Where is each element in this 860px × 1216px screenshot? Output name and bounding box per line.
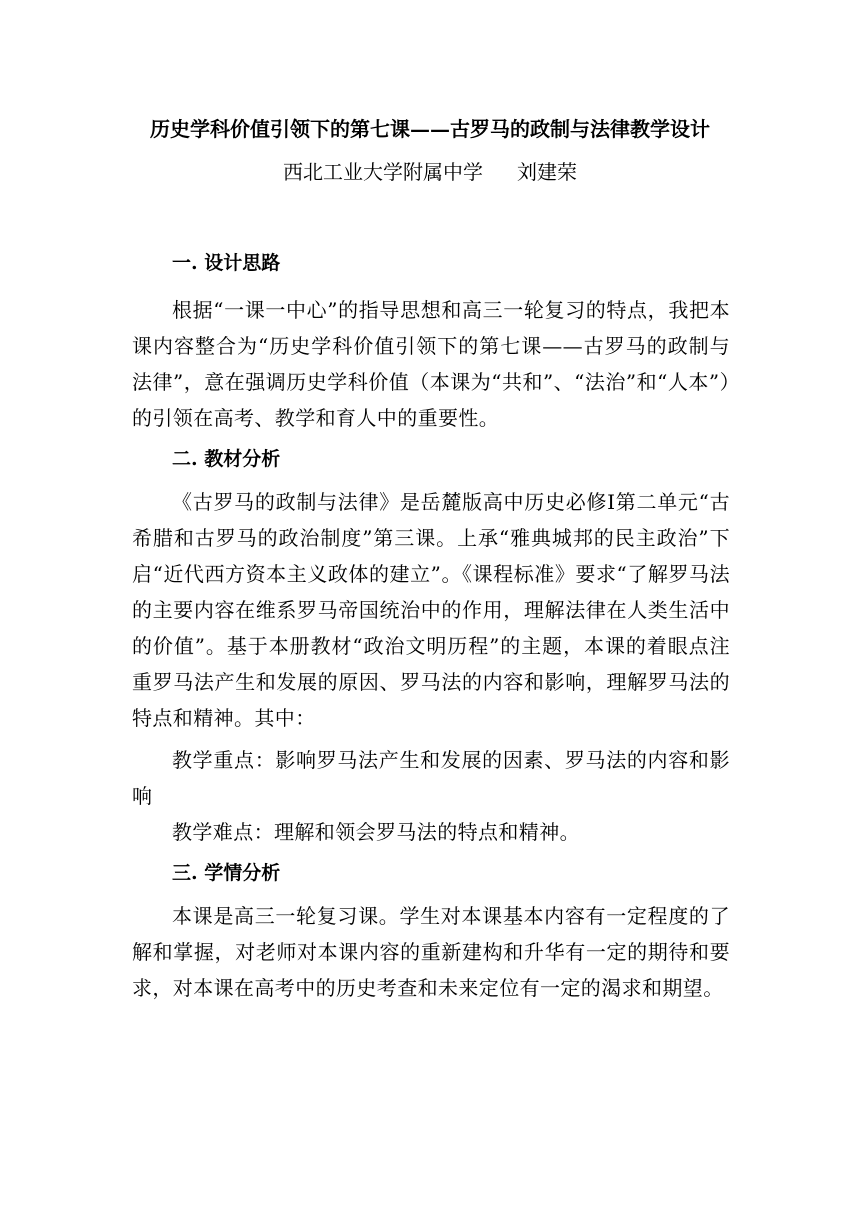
school-name: 西北工业大学附属中学 [283,160,483,184]
student-analysis-paragraph: 本课是高三一轮复习课。学生对本课基本内容有一定程度的了解和掌握，对老师对本课内容的重新建构和升华有一定的期待和要求，对本课在高考中的历史考查和未来定位有一定的渴求和期望。 [132,904,730,1000]
teaching-difficulty: 教学难点：理解和领会罗马法的特点和精神。 [172,820,580,844]
document-title: 历史学科价值引领下的第七课——古罗马的政制与法律教学设计 [150,117,710,141]
design-idea-paragraph: 根据“一课一中心”的指导思想和高三一轮复习的特点，我把本课内容整合为“历史学科价值引领下的第七课——古罗马的政制与法律”，意在强调历史学科价值（本课为“共和”、“法治”和“人本”）的引领在高考、教学和育人中的重要性。 [132,298,730,430]
author-name: 刘建荣 [517,160,577,184]
section-heading-design-idea: 一. 设计思路 [172,252,281,274]
document-body [132,246,730,1006]
section-heading-student-analysis: 三. 学情分析 [172,862,281,884]
textbook-analysis-paragraph: 《古罗马的政制与法律》是岳麓版高中历史必修Ⅰ第二单元“古希腊和古罗马的政治制度”第三课。上承“雅典城邦的民主政治”下启“近代西方资本主义政体的建立”。《课程标准》要求“了解罗马法的主要内容在维系罗马帝国统治中的作用，理解法律在人类生活中的价值”。基于本册教材“政治文明历程”的主题，本课的着眼点注重罗马法产生和发展的原因、罗马法的内容和影响，理解罗马法的特点和精神。其中： [132,490,730,730]
section-heading-textbook-analysis: 二. 教材分析 [172,448,281,470]
author-line [0,156,860,188]
teaching-key-point: 教学重点：影响罗马法产生和发展的因素、罗马法的内容和影响 [132,748,730,808]
